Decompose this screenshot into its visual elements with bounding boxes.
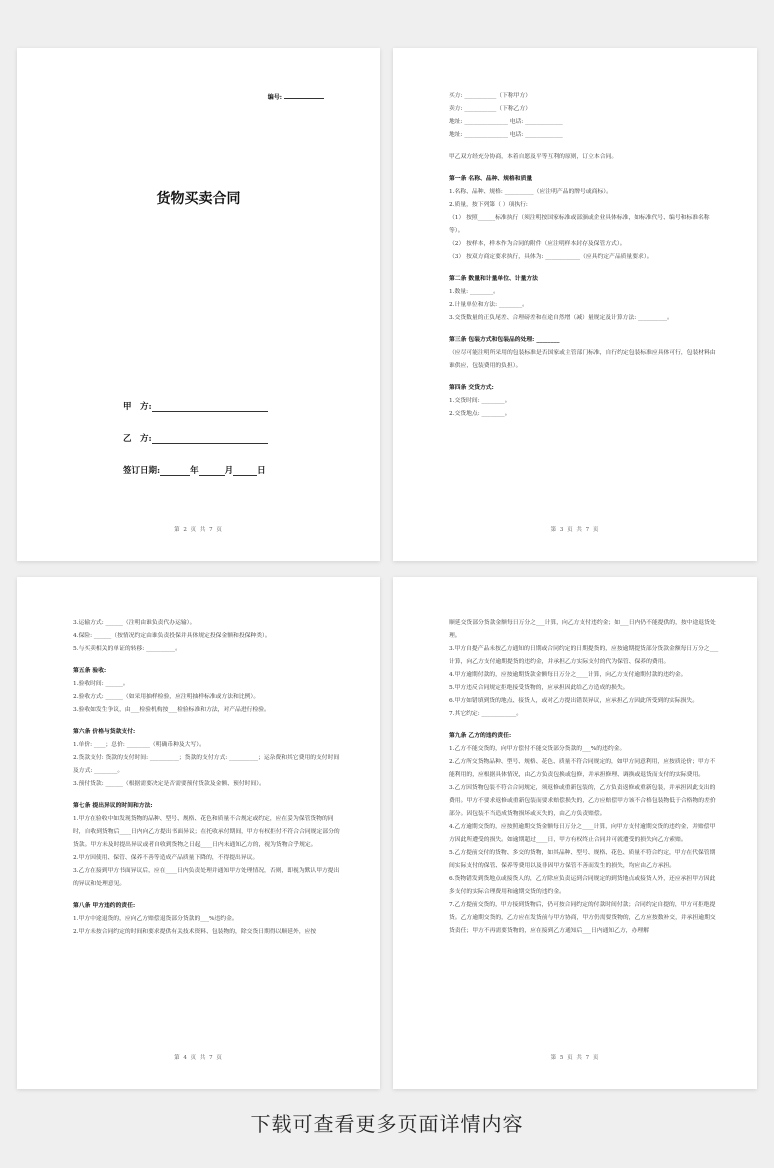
section-heading: 第九条 乙方的违约责任: <box>449 733 512 739</box>
clause-line: 3.乙方因货物包装不符合合同规定，须返修或重新包装的，乙方负责返修或重新包装，并承担因此支出的费用。甲方不要求返修或重新包装而要求赔偿损失的，乙方应赔偿甲方该不合格包装物低于合格物的差价部分。因包装不当造成货物损坏或灭失的，由乙方负责赔偿。 <box>449 785 716 817</box>
party-b-field: 乙 方: <box>123 432 268 444</box>
section-heading: 第三条 包装方式和包装品的处理: ________ <box>449 337 560 343</box>
section-heading: 第四条 交货方式: <box>449 385 494 391</box>
clause-line: （3） 按双方商定要求执行，具体为: ____________（应具约定产品质量要求）。 <box>449 254 653 260</box>
clause-line: 顺延交货部分货款金额每日万分之___计算，向乙方支付违约金；如___日内仍不能提供的，按中途退货处理。 <box>449 620 716 639</box>
page-number: 第 5 页 共 7 页 <box>550 1055 600 1061</box>
contract-page-3 <box>17 577 380 1089</box>
page-body <box>449 617 719 938</box>
clause-line: 1.名称、品种、规格: __________（应注明产品的牌号或商标）。 <box>449 189 612 195</box>
contract-number: 编号: <box>268 92 324 101</box>
clause-line: 5.与买卖相关的单证的转移: __________。 <box>73 646 181 652</box>
clause-line: 3.验收如发生争议，由___检验机构按___检验标准和方法，对产品进行检验。 <box>73 707 270 713</box>
clause-line: 买方: ___________（下称甲方） <box>449 93 532 99</box>
page-number: 第 4 页 共 7 页 <box>174 1055 223 1061</box>
clause-line: 1.甲方中途退货的，应向乙方赔偿退货部分货款的___%违约金。 <box>73 916 238 922</box>
clause-line: 1.乙方不能交货的，向甲方偿付不能交货部分货款的___%的违约金。 <box>449 746 626 752</box>
section-heading: 第七条 提出异议的时间和方法: <box>73 803 153 809</box>
page-number: 第 2 页 共 7 页 <box>174 527 223 533</box>
contract-page-4 <box>393 577 757 1089</box>
clause-line: 1.验收时间: ______。 <box>73 681 129 687</box>
clause-line: 4.保险: ______（按情况约定由谁负责投保并具体规定投保金额和投保种类）。 <box>73 633 271 639</box>
section-heading: 第一条 名称、品种、规格和质量 <box>449 176 533 182</box>
page-body <box>73 617 342 939</box>
clause-line: 6.货物错发到货地点或接货人的，乙方除应负责运到合同规定的到货地点或接货人外，还应承担甲方因此多支付的实际合理费用和逾期交货的违约金。 <box>449 876 716 895</box>
clause-line: 5.乙方提前交付的货物、多交的货物，如其品种、型号、规格、花色、质量不符合约定，甲方在代保管期间实际支付的保管、保养等费用以及非因甲方保管不善而发生的损失，均应由乙方承担。 <box>449 850 716 869</box>
clause-line: 7.乙方提前交货的，甲方接到货物后，仍可按合同约定的付款时间付款；合同约定自提的，甲方可拒绝提货。乙方逾期交货的，乙方应在发货前与甲方协商，甲方仍需要货物的，乙方应按数补交，并承担逾期交货责任；甲方不再需要货物的，应在接到乙方通知后___日内通知乙方，办理解 <box>449 902 716 934</box>
clause-line: 2.货款支付: 货款的支付时间: __________；货款的支付方式: __________；运杂费和其它费用的支付时间及方式: ________。 <box>73 755 340 774</box>
page-number: 第 3 页 共 7 页 <box>550 527 600 533</box>
section-heading: 第五条 验收: <box>73 668 107 674</box>
clause-line: 2.验收方式: ______（如采用抽样检验，应注明抽样标准或方法和比例）。 <box>73 694 260 700</box>
clause-line: 5.甲方违反合同规定拒绝接受货物的，应承担因此给乙方造成的损失。 <box>449 685 629 691</box>
clause-line: 甲乙双方经充分协商，本着自愿及平等互利的原则，订立本合同。 <box>449 154 618 160</box>
clause-line: 7.其它约定: ____________。 <box>449 711 523 717</box>
clause-line: 3.甲方自提产品未按乙方通知的日期或合同约定的日期提货的，应按逾期提货部分货款金额每日万分之___计算，向乙方支付逾期提货的违约金，并承担乙方实际支付的代为保管、保养的费用。 <box>449 646 719 665</box>
clause-line: 6.甲方如错填到货的地点、接货人，或对乙方提出错误异议，应承担乙方因此所受到的实际损失。 <box>449 698 699 704</box>
clause-line: 1.单价: ____；总价: ________（明确币种及大写）。 <box>73 742 205 748</box>
clause-line: 3.交货数量的正负尾差、合理磅差和在途自然增（减）量规定及计算方法: __________。 <box>449 315 673 321</box>
clause-line: 2.交货地点: ________。 <box>449 411 511 417</box>
clause-line: （应尽可能注明所采用的包装标准是否国家或主管部门标准，自行约定包装标准应具体可行，包装材料由谁供应，包装费用的负担）。 <box>449 350 716 369</box>
section-heading: 第二条 数量和计量单位、计量方法 <box>449 276 538 282</box>
clause-line: 1.甲方在验收中如发现货物的品种、型号、规格、花色和质量不合规定或约定，应在妥为保管货物的同时，自收到货物后____日内向乙方提出书面异议；在托收承付期间，甲方有权拒付不符合合同规定部分的货款。甲方未及时提出异议或者自收到货物之日起____日内未通知乙方的，视为货物合乎规定。 <box>73 816 340 848</box>
clause-line: 1.数量: ________。 <box>449 289 499 295</box>
clause-line: 2.计量单位和方法: ________。 <box>449 302 528 308</box>
section-heading: 第六条 价格与货款支付: <box>73 729 136 735</box>
clause-line: 4.乙方逾期交货的，应按照逾期交货金额每日万分之____计算，向甲方支付逾期交货的违约金，并赔偿甲方因此所遭受的损失。如逾期超过____日，甲方有权终止合同并可就遭受的损失向乙方索赔。 <box>449 824 716 843</box>
sign-date-field: 签订日期: 年 月 日 <box>123 466 266 476</box>
clause-line: 2.乙方所交货物品种、型号、规格、花色、质量不符合同规定的，如甲方同意利用，应按质论价；甲方不能利用的，应根据具体情况，由乙方负责包换或包修，并承担修理、调换或退货而支付的实际费用。 <box>449 759 716 778</box>
section-heading: 第八条 甲方违约的责任: <box>73 903 136 909</box>
page-body <box>449 90 719 421</box>
clause-line: 4.甲方逾期付款的，应按逾期货款金额每日万分之____计算，向乙方支付逾期付款的违约金。 <box>449 672 687 678</box>
clause-line: （1） 按照______标准执行（须注明按国家标准或部颁或企业具体标准，如标准代号、编号和标准名称等）。 <box>449 215 710 234</box>
clause-line: 2.质量，按下列第（ ）项执行: <box>449 202 528 208</box>
clause-line: 卖方: ___________（下称乙方） <box>449 106 532 112</box>
clause-line: 3.预付货款: ______（根据需要决定是否需要预付货款及金额、预付时间）。 <box>73 781 265 787</box>
clause-line <box>449 142 719 151</box>
clause-line: 3.运输方式: ______（注明由谁负责代办运输）。 <box>73 620 196 626</box>
download-more-caption: 下载可查看更多页面详情内容 <box>250 1112 524 1136</box>
contract-page-2 <box>393 48 757 561</box>
clause-line: 2.甲方因使用、保管、保养不善等造成产品质量下降的，不得提出异议。 <box>73 855 259 861</box>
clause-line: 2.甲方未按合同约定的时间和要求提供有关技术资料、包装物的，除交货日期得以顺延外，应按 <box>73 929 317 935</box>
contract-page-cover <box>17 48 380 561</box>
clause-line: 3.乙方在接到甲方书面异议后，应在____日内负责处理并通知甲方处理情况，否则，即视为默认甲方提出的异议和处理意见。 <box>73 868 340 887</box>
clause-line: 1.交货时间: ________。 <box>449 398 511 404</box>
clause-line: 地址: _______________ 电话: _____________ <box>449 132 563 138</box>
contract-title: 货物买卖合同 <box>156 191 241 207</box>
clause-line: 地址: _______________ 电话: _____________ <box>449 119 563 125</box>
party-a-field: 甲 方: <box>123 400 268 412</box>
clause-line: （2） 按样本，样本作为合同的附件（应注明样本封存及保管方式）。 <box>449 241 626 247</box>
